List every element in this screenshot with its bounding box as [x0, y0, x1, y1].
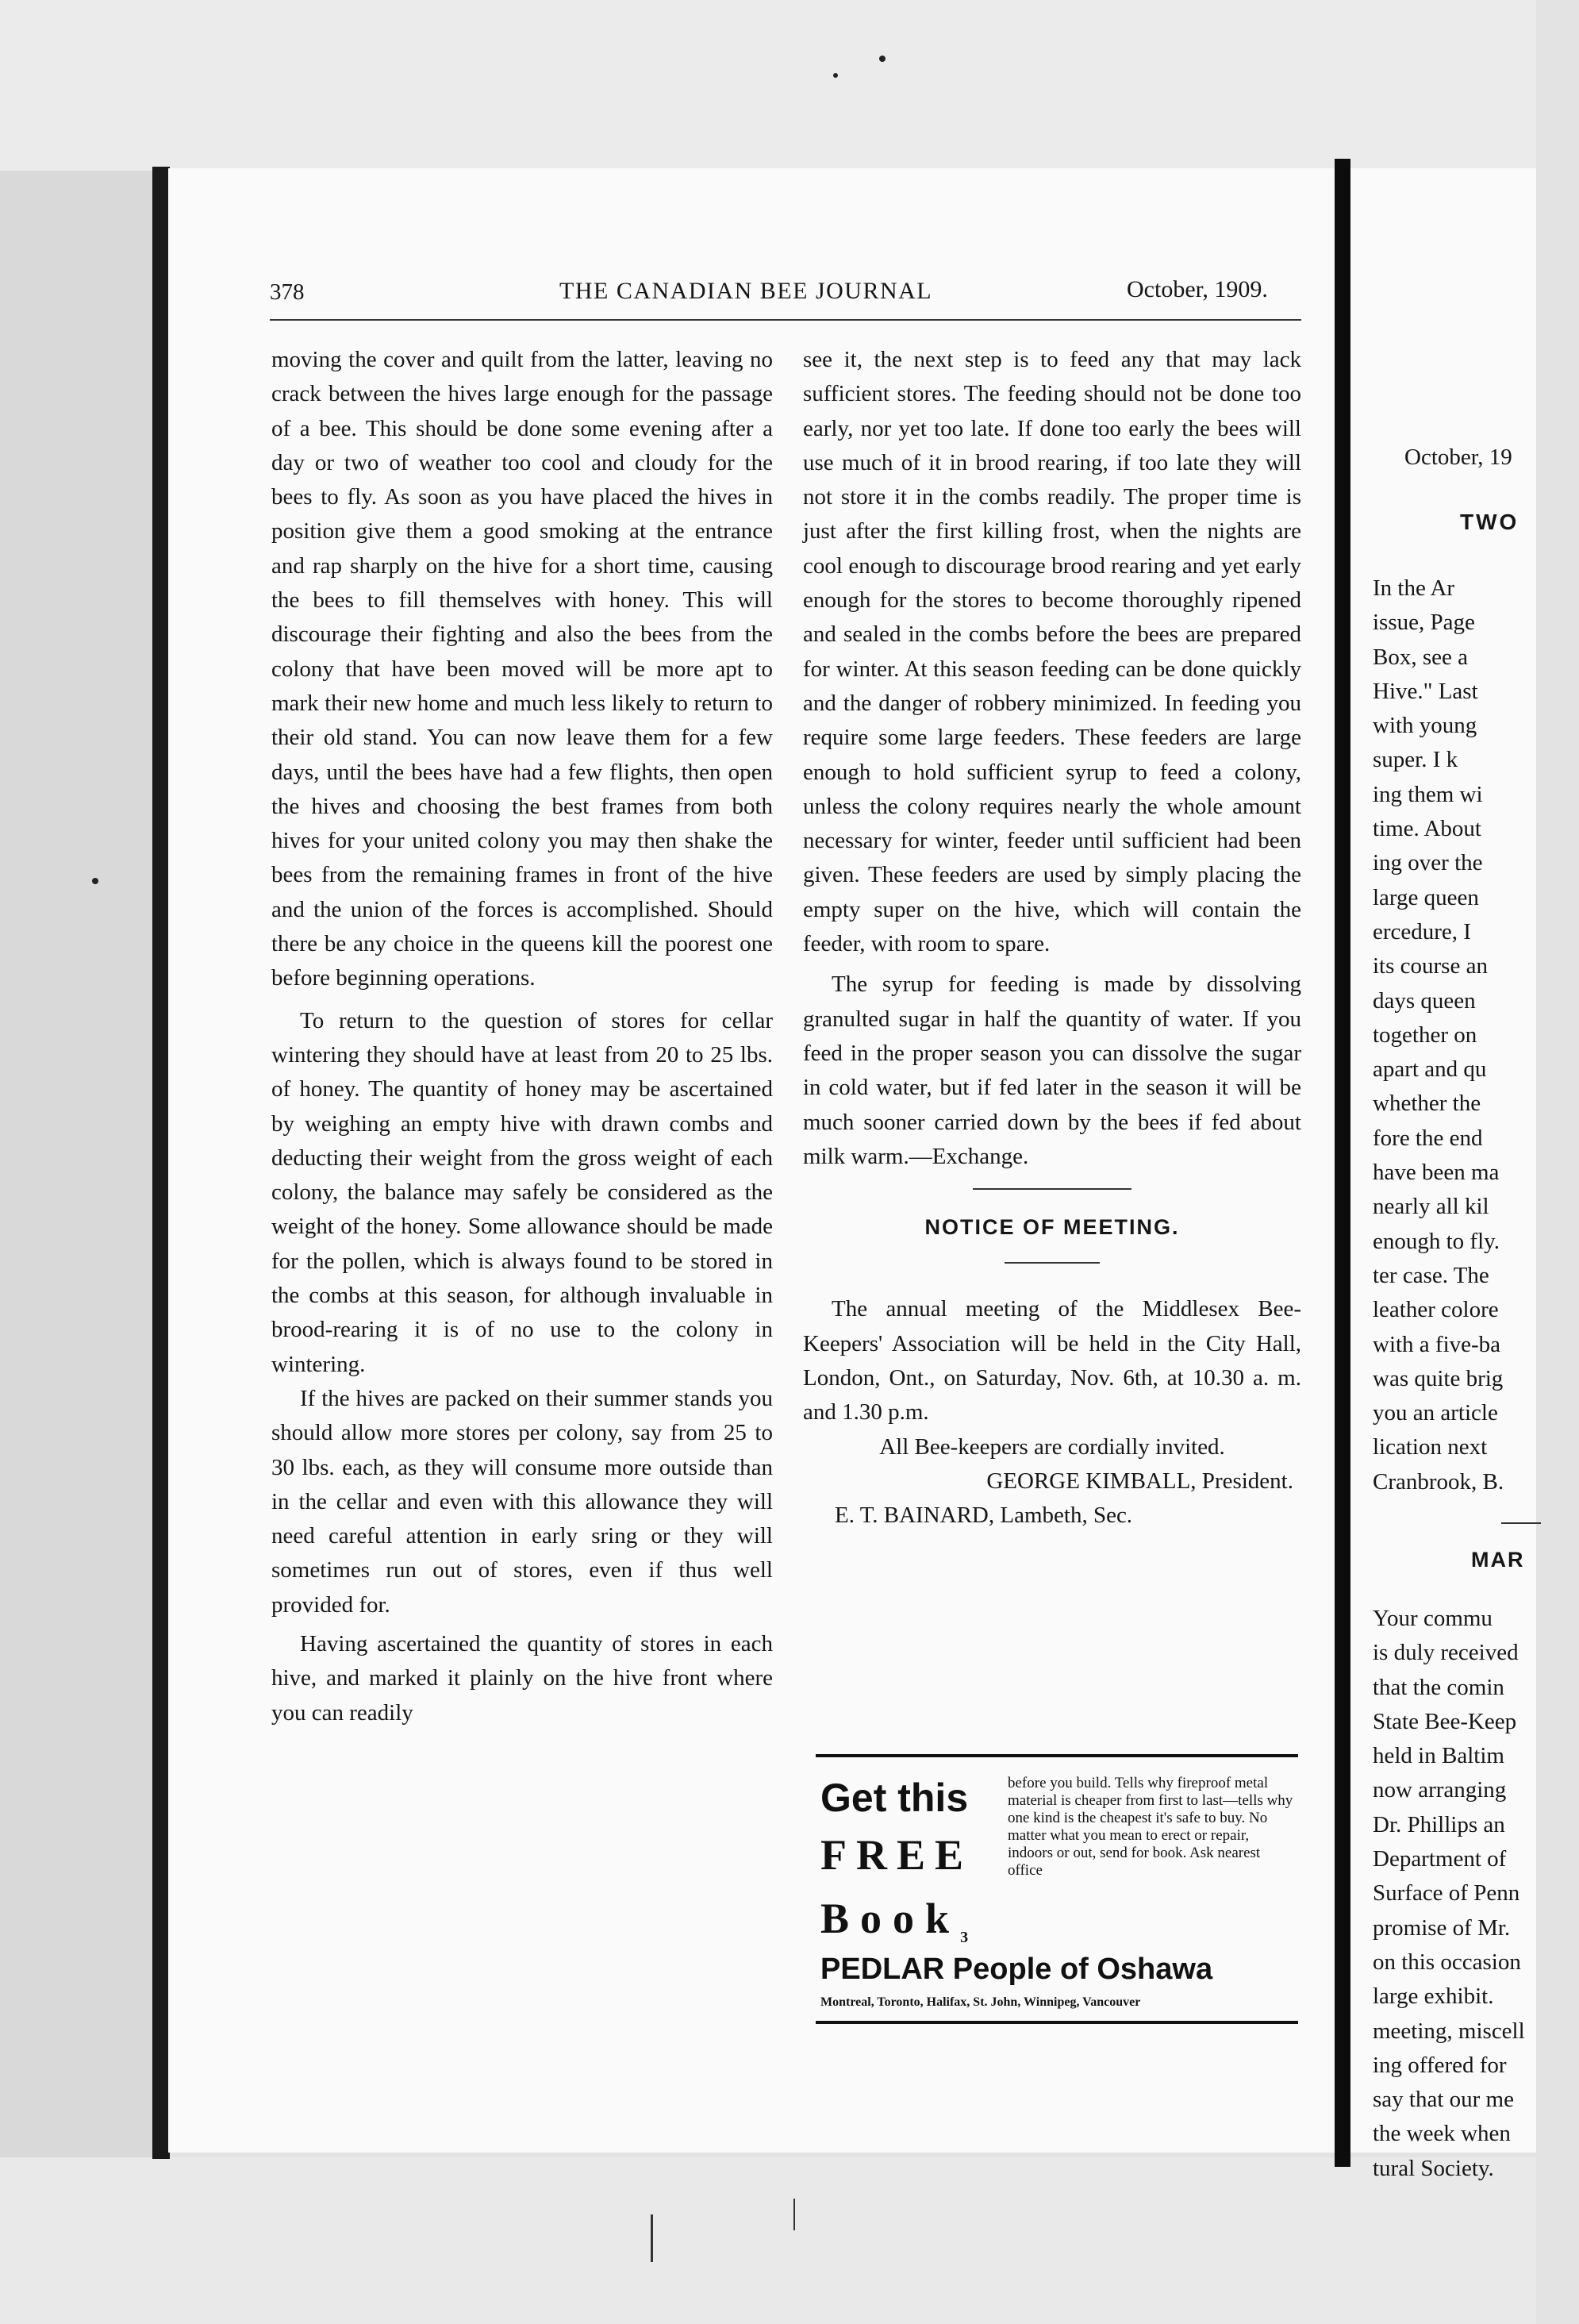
paragraph: moving the cover and quilt from the latter, leaving no crack between the hives large enough for the passage of a bee. This should be done some evening after a day or two of weather too cool and cloudy for the bees to fly. As soon as you have placed the hives in position give them a good smoking at the entrance and rap sharply on the hive for a short time, causing the bees to fill themselves with honey. This will discourage their fighting and also the bees from the colony that have been moved will be more apt to mark their new home and much less likely to return to their old stand. You can now leave them for a few days, until the bees have had a few flights, then open the hives and choosing the best frames from both hives for your united colony you may then shake the bees from the remaining frames in front of the hive and the union of the forces is accomplished. Should there be any choice in the queens kill the poorest one before beginning operations.: [271, 347, 773, 991]
facing-page-heading-2: MAR: [1471, 1548, 1525, 1572]
ad-cities: Montreal, Toronto, Halifax, St. John, Winnipeg, Vancouver: [820, 1995, 1141, 2009]
facing-line: whether the: [1373, 1091, 1481, 1117]
facing-line: was quite brig: [1373, 1365, 1504, 1391]
facing-line: super. I k: [1373, 747, 1458, 773]
facing-page-rule: [1501, 1522, 1541, 1524]
page-left-edge: [152, 167, 170, 2159]
film-scratch: [793, 2199, 795, 2230]
film-margin-top: [0, 0, 1536, 171]
ad-brand: PEDLAR People of Oshawa: [820, 1953, 1213, 1986]
facing-line: apart and qu: [1373, 1056, 1487, 1083]
facing-line: days queen: [1373, 987, 1476, 1014]
facing-line: promise of Mr.: [1373, 1914, 1511, 1941]
facing-line: Department of: [1373, 1846, 1507, 1872]
facing-line: is duly received: [1373, 1640, 1519, 1666]
film-margin-left: [0, 171, 157, 2157]
facing-line: meeting, miscell: [1373, 2018, 1525, 2044]
facing-line: say that our me: [1373, 2087, 1514, 2113]
facing-line: with young: [1373, 713, 1477, 739]
facing-line: ing offered for: [1373, 2052, 1507, 2078]
paragraph: Having ascertained the quantity of stores in each hive, and marked it plainly on the hive front where you can readily: [271, 1630, 773, 1726]
facing-line: State Bee-Keep: [1373, 1708, 1517, 1734]
facing-line: ing them wi: [1373, 781, 1483, 807]
film-speck: [833, 73, 838, 78]
facing-line: Hive." Last: [1373, 678, 1478, 704]
facing-line: tural Society.: [1373, 2155, 1494, 2181]
facing-line: issue, Page: [1373, 610, 1475, 636]
facing-line: enough to fly.: [1373, 1228, 1500, 1254]
notice-rule: [1005, 1262, 1100, 1264]
facing-line: large queen: [1373, 884, 1479, 910]
facing-line: nearly all kil: [1373, 1194, 1489, 1220]
facing-line: leather colore: [1373, 1297, 1499, 1323]
facing-page-column: [1373, 571, 1579, 1499]
facing-line: ing over the: [1373, 850, 1483, 876]
film-speck: [92, 878, 98, 884]
notice-president: GEORGE KIMBALL, President.: [986, 1468, 1293, 1494]
film-margin-bottom: [0, 2157, 1536, 2324]
facing-page-heading: TWO: [1460, 510, 1519, 534]
facing-line: now arranging: [1373, 1777, 1507, 1803]
ad-headline-2: FREE: [820, 1831, 974, 1879]
issue-date: October, 1909.: [1127, 276, 1268, 302]
paragraph: The syrup for feeding is made by dissolving granulted sugar in half the quantity of water. If you feed in the proper season you can dissolve the sugar in cold water, but if fed later in the season it will be much sooner carried down by the bees if fed about milk warm.—Exchange.: [803, 972, 1301, 1169]
facing-line: held in Baltim: [1373, 1743, 1504, 1769]
notice-invite: All Bee-keepers are cordially invited.: [879, 1433, 1225, 1460]
facing-line: Your commu: [1373, 1606, 1493, 1631]
book-spine: [1335, 159, 1350, 2167]
facing-line: you an article: [1373, 1400, 1498, 1426]
facing-page: [1350, 168, 1536, 2181]
ad-subscript: 3: [960, 1928, 969, 1946]
facing-line: have been ma: [1373, 1160, 1500, 1186]
facing-line: with a five-ba: [1373, 1331, 1501, 1357]
notice-heading: NOTICE OF MEETING.: [924, 1215, 1180, 1240]
facing-line: Surface of Penn: [1373, 1880, 1520, 1907]
pedlar-advertisement: [816, 1754, 1298, 2024]
notice-body: The annual meeting of the Middlesex Bee-Keepers' Association will be held in the City Hall, London, Ont., on Saturday, Nov. 6th, at 10.30 a. m. and 1.30 p.m.: [803, 1296, 1301, 1426]
facing-line: large exhibit.: [1373, 1983, 1494, 2010]
header-rule: [270, 319, 1301, 321]
section-rule: [973, 1188, 1131, 1190]
ad-book-word: Book: [820, 1895, 961, 1942]
facing-page-date: October, 19: [1404, 444, 1512, 470]
left-column: [271, 343, 773, 1730]
right-column: [803, 343, 1301, 1533]
paragraph: If the hives are packed on their summer stands you should allow more stores per colony, say from 25 to 30 lbs. each, as they will consume more outside than in the cellar and even with this allowance they will need careful attention in early sring or they will sometimes run out of stores, even if thus well provided for.: [271, 1385, 773, 1618]
facing-line: time. About: [1373, 816, 1481, 842]
facing-line: fore the end: [1373, 1125, 1483, 1151]
film-scratch: [651, 2214, 653, 2262]
facing-line: its course an: [1373, 953, 1488, 979]
facing-line: In the Ar: [1373, 575, 1455, 601]
facing-line: together on: [1373, 1022, 1477, 1048]
page-number: 378: [270, 279, 305, 305]
facing-line: ter case. The: [1373, 1262, 1489, 1288]
ad-headline-1: Get this: [820, 1776, 969, 1820]
facing-line: Box, see a: [1373, 644, 1468, 670]
journal-title: THE CANADIAN BEE JOURNAL: [559, 278, 933, 304]
paragraph: see it, the next step is to feed any that may lack sufficient stores. The feeding should not be done too early, nor yet too late. If done too early the bees will use much of it in brood rearing, if too late they will not store it in the combs readily. The proper time is just after the first killing frost, when the nights are cool enough to discourage brood rearing and yet early enough for the stores to become thoroughly ripened and sealed in the combs before the bees are prepared for winter. At this season feeding can be done quickly and the danger of robbery minimized. In feeding you require some large feeders. These feeders are large enough to hold sufficient syrup to feed a colony, unless the colony requires nearly the whole amount necessary for winter, feeder until sufficient had been given. These feeders are used by simply placing the empty super on the hive, which will contain the feeder, with room to spare.: [803, 347, 1301, 957]
facing-page-column-2: [1373, 1602, 1579, 2186]
film-speck: [879, 56, 886, 62]
facing-line: that the comin: [1373, 1674, 1504, 1700]
ad-headline-3: [820, 1894, 968, 1947]
facing-line: ercedure, I: [1373, 918, 1471, 945]
facing-line: on this occasion: [1373, 1949, 1521, 1975]
facing-line: lication next: [1373, 1434, 1488, 1460]
paragraph: To return to the question of stores for cellar wintering they should have at least from 20 to 25 lbs. of honey. The quantity of honey may be ascertained by weighing an empty hive with drawn combs and deducting their weight from the gross weight of each colony, the balance may safely be considered as the weight of the honey. Some allowance should be made for the pollen, which is always found to be stored in the combs at this season, for although invaluable in brood-rearing it is of no use to the colony in wintering.: [271, 1007, 773, 1377]
notice-secretary: E. T. BAINARD, Lambeth, Sec.: [835, 1503, 1133, 1529]
facing-line: the week when: [1373, 2121, 1511, 2147]
facing-line: Dr. Phillips an: [1373, 1811, 1505, 1837]
ad-body-text: before you build. Tells why fireproof metal material is cheaper from first to last—tells why one kind is the cheapest it's safe to buy. No matter what you mean to erect or repair, indoors or out, send for book. Ask nearest office: [1008, 1775, 1293, 1879]
facing-line: Cranbrook, B.: [1373, 1468, 1504, 1495]
